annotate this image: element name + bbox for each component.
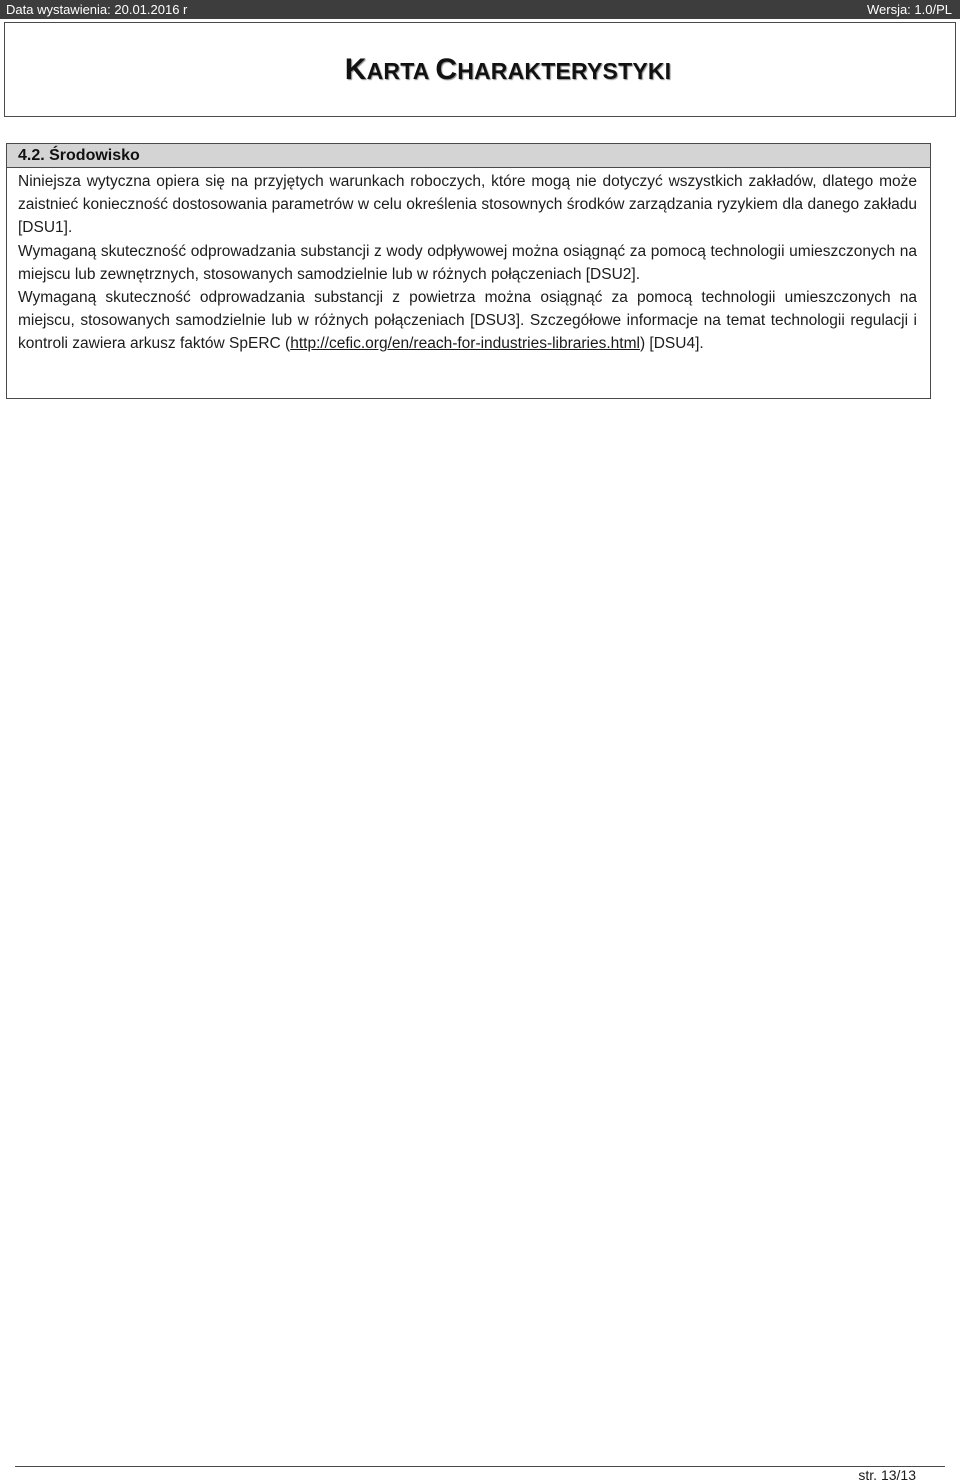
version-label: Wersja: 1.0/PL: [866, 2, 952, 17]
section-body: [18, 170, 917, 356]
paragraph-3-end: ) [DSU4].: [639, 335, 704, 353]
issue-date: Data wystawienia: 20.01.2016 r: [6, 2, 188, 17]
title-initial-k: K: [344, 53, 367, 86]
sperc-link[interactable]: http://cefic.org/en/reach-for-industries-libraries.html: [290, 335, 640, 353]
section-box: [6, 143, 931, 399]
title-initial-c: C: [435, 53, 458, 86]
paragraph-3: [18, 286, 917, 356]
paragraph-3-text: Wymaganą skuteczność odprowadzania substancji z powietrza można osiągnąć za pomocą technologii umieszczonych na miejscu, stosowanych samodzielnie lub w różnych połączeniach [DSU3]. Szczegółowe informacje na temat technologii regulacji i kontroli zawiera arkusz faktów SpERC (: [18, 289, 917, 353]
page-number: str. 13/13: [858, 1467, 916, 1483]
footer-divider: [15, 1466, 945, 1467]
section-heading: 4.2. Środowisko: [7, 144, 930, 168]
title-rest-1: ARTA: [366, 58, 436, 84]
document-header-bar: [0, 0, 960, 19]
paragraph-1: Niniejsza wytyczna opiera się na przyjętych warunkach roboczych, które mogą nie dotyczyć wszystkich zakładów, dlatego może zaistnieć konieczność dostosowania parametrów w celu określenia stosownych środków zarządzania ryzykiem dla danego zakładu [DSU1].: [18, 173, 917, 237]
title-rest-2: HARAKTERYSTYKI: [457, 58, 672, 84]
paragraph-2: Wymaganą skuteczność odprowadzania substancji z wody odpływowej można osiągnąć za pomocą technologii umieszczonych na miejscu lub zewnętrznych, stosowanych samodzielnie lub w różnych połączeniach [DSU2].: [18, 242, 917, 283]
document-title: [0, 53, 960, 87]
